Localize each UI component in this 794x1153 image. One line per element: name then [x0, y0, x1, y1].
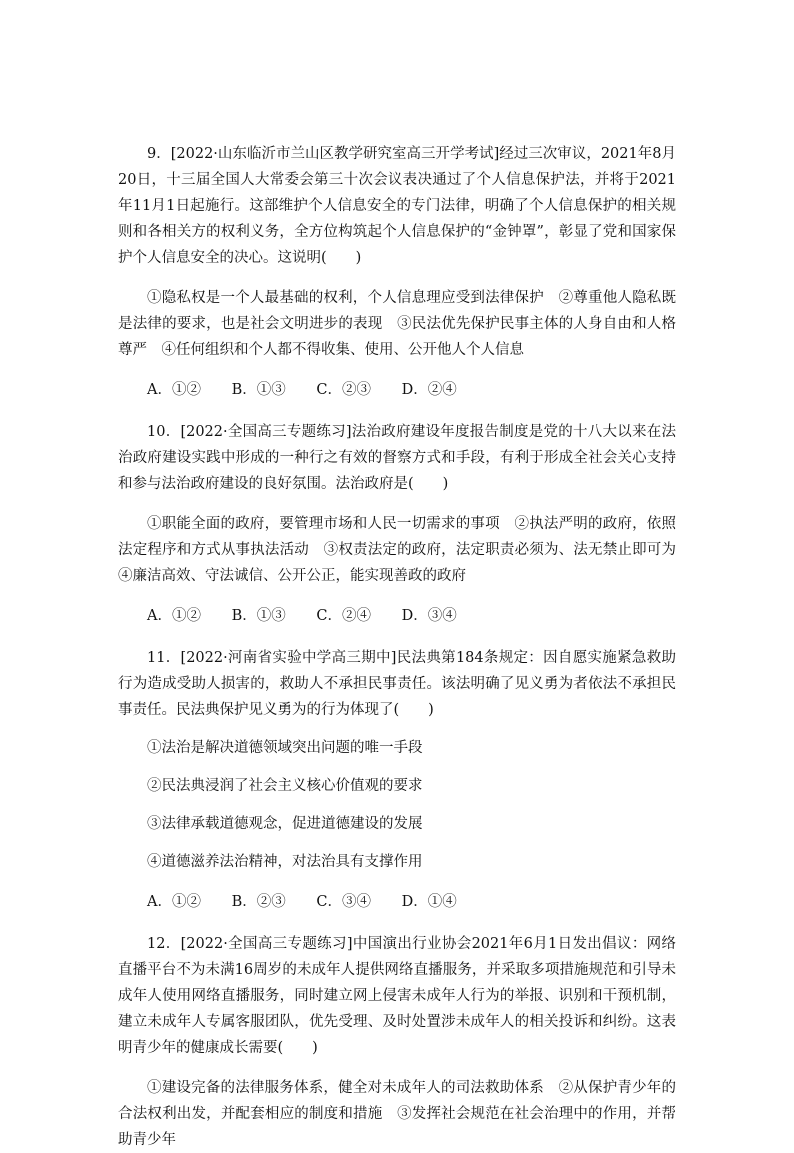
question-options: ①隐私权是一个人最基础的权利，个人信息理应受到法律保护 ②尊重他人隐私既是法律的要求，也是社会文明进步的表现 ③民法优先保护民事主体的人身自由和人格尊严 ④任何组织和个人都不得收集、使用、公开他人个人信息 [118, 290, 676, 358]
choice-a[interactable]: A．①② [147, 382, 201, 398]
question-9 [118, 141, 676, 403]
choice-a[interactable]: A．①② [147, 894, 201, 910]
answer-choices [118, 603, 676, 629]
choice-c[interactable]: C．②③ [316, 382, 371, 398]
choice-b[interactable]: B．①③ [231, 382, 286, 398]
question-stem: 9．[2022·山东临沂市兰山区教学研究室高三开学考试]经过三次审议，2021年8月20日，十三届全国人大常委会第三十次会议表决通过了个人信息保护法，并将于2021年11月1日起施行。这部维护个人信息安全的专门法律，明确了个人信息保护的相关规则和各相关方的权利义务，全方位构筑起个人信息保护的“金钟罩”，彰显了党和国家保护个人信息安全的决心。这说明( ) [118, 146, 676, 266]
choice-c[interactable]: C．③④ [316, 894, 371, 910]
choice-d[interactable]: D．③④ [401, 608, 457, 624]
choice-a[interactable]: A．①② [147, 608, 201, 624]
question-11 [118, 645, 676, 915]
question-options: ①建设完备的法律服务体系，健全对未成年人的司法救助体系 ②从保护青少年的合法权利出发，并配套相应的制度和措施 ③发挥社会规范在社会治理中的作用，并帮助青少年 [118, 1080, 676, 1148]
answer-choices [118, 377, 676, 403]
question-option-lines [118, 735, 676, 875]
choice-d[interactable]: D．②④ [401, 382, 457, 398]
choice-d[interactable]: D．①④ [401, 894, 457, 910]
question-options: ①职能全面的政府，要管理市场和人民一切需求的事项 ②执法严明的政府，依照法定程序和方式从事执法活动 ③权责法定的政府，法定职责必须为、法无禁止即可为 ④廉洁高效、守法诚信、公开公正，能实现善政的政府 [118, 516, 691, 584]
option-line-4: ④道德滋养法治精神，对法治具有支撑作用 [147, 854, 423, 870]
question-stem: 10．[2022·全国高三专题练习]法治政府建设年度报告制度是党的十八大以来在法治政府建设实践中形成的一种行之有效的督察方式和手段，有利于形成全社会关心支持和参与法治政府建设的良好氛围。法治政府是( ) [118, 424, 676, 492]
question-stem: 12．[2022·全国高三专题练习]中国演出行业协会2021年6月1日发出倡议：网络直播平台不为未满16周岁的未成年人提供网络直播服务，并采取多项措施规范和引导未成年人使用网络直播服务，同时建立网上侵害未成年人行为的举报、识别和干预机制，建立未成年人专属客服团队，优先受理、及时处置涉未成年人的相关投诉和纠纷。这表明青少年的健康成长需要( ) [118, 936, 676, 1056]
choice-c[interactable]: C．②④ [316, 608, 371, 624]
option-line-1: ①法治是解决道德领域突出问题的唯一手段 [147, 740, 423, 756]
option-line-2: ②民法典浸润了社会主义核心价值观的要求 [147, 778, 423, 794]
question-12 [118, 931, 676, 1153]
option-line-3: ③法律承载道德观念，促进道德建设的发展 [147, 816, 423, 832]
question-stem: 11．[2022·河南省实验中学高三期中]民法典第184条规定：因自愿实施紧急救助行为造成受助人损害的，救助人不承担民事责任。该法明确了见义勇为者依法不承担民事责任。民法典保护见义勇为的行为体现了( ) [118, 650, 676, 718]
answer-choices [118, 889, 676, 915]
question-10 [118, 419, 691, 629]
choice-b[interactable]: B．②③ [231, 894, 286, 910]
choice-b[interactable]: B．①③ [231, 608, 286, 624]
